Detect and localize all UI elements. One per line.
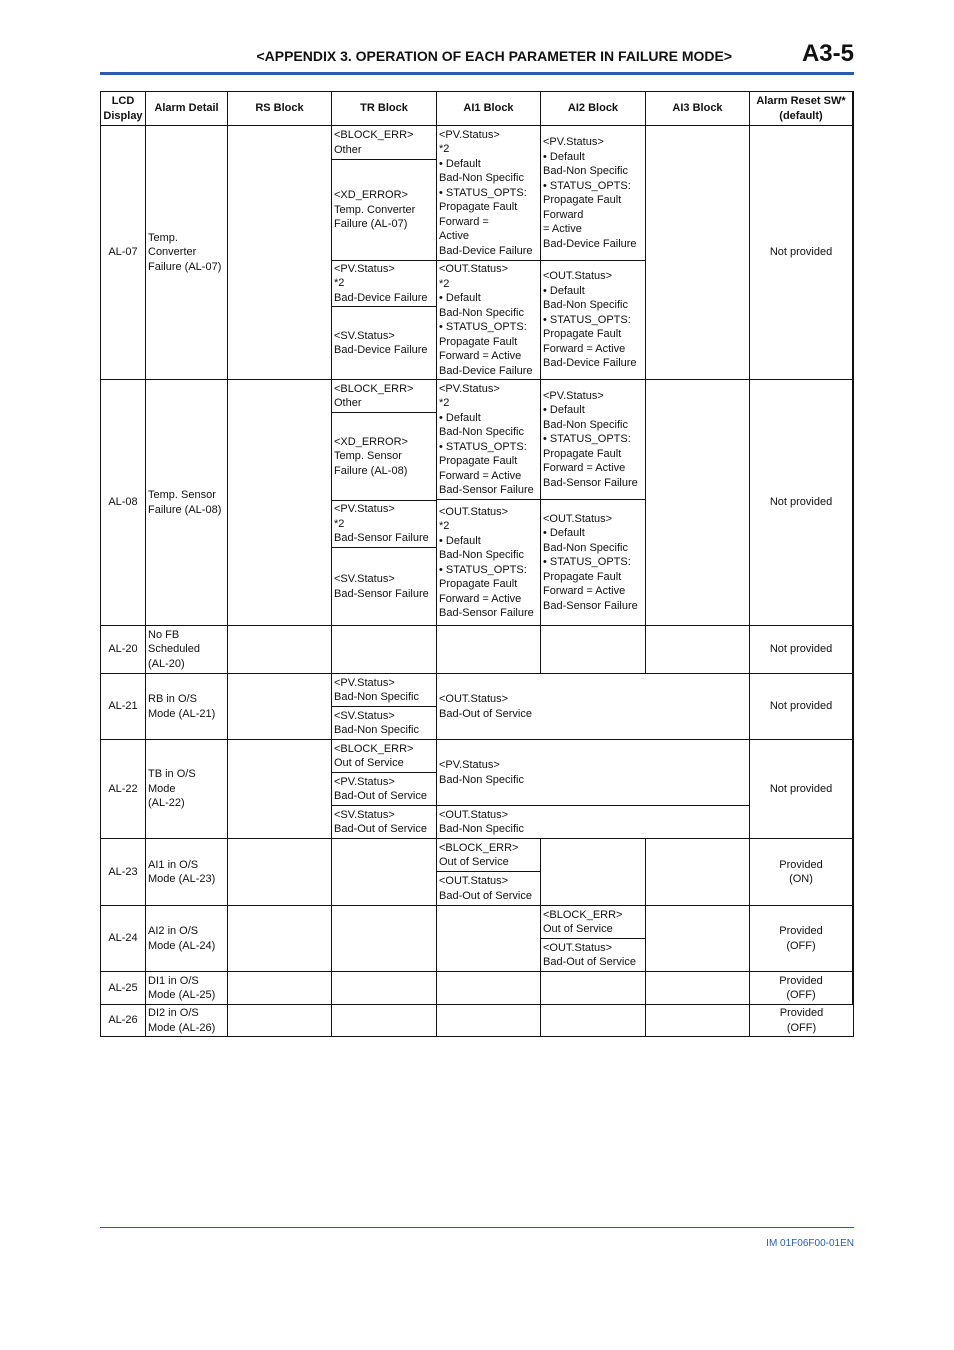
al20-alarm-reset: Not provided — [750, 626, 853, 674]
al22-ai-out-status: <OUT.Status> Bad-Non Specific — [437, 806, 750, 839]
al20-tr-cell — [332, 626, 437, 674]
al25-detail: DI1 in O/S Mode (AL-25) — [146, 972, 228, 1005]
al25-ai2-cell — [541, 972, 646, 1005]
al07-ai2-pv-status: <PV.Status> • Default Bad-Non Specific • STATUS_OPTS: Propagate Fault Forward = Active Bad-Device Failure — [541, 126, 646, 261]
al20-rs-cell — [228, 626, 332, 674]
al20-ai3-cell — [646, 626, 750, 674]
page-number: A3-5 — [801, 40, 854, 67]
al25-ai1-cell — [437, 972, 541, 1005]
al21-alarm-reset: Not provided — [750, 674, 853, 740]
al07-code: AL-07 — [101, 126, 146, 380]
al24-alarm-reset: Provided (OFF) — [750, 906, 853, 972]
al07-tr-block-err: <BLOCK_ERR> Other — [332, 126, 437, 160]
al08-tr-sv-status: <SV.Status> Bad-Sensor Failure — [332, 548, 437, 626]
al07-tr-xd-error: <XD_ERROR> Temp. Converter Failure (AL-07) — [332, 160, 437, 261]
al20-ai2-cell — [541, 626, 646, 674]
al07-detail: Temp. Converter Failure (AL-07) — [146, 126, 228, 380]
al22-rs-cell — [228, 740, 332, 839]
al08-ai2-out-status: <OUT.Status> • Default Bad-Non Specific • STATUS_OPTS: Propagate Fault Forward = Active Bad-Sensor Failure — [541, 500, 646, 626]
header-lcd-display: LCD Display — [101, 92, 146, 126]
al08-ai1-out-status: <OUT.Status> *2 • Default Bad-Non Specific • STATUS_OPTS: Propagate Fault Forward = Active Bad-Sensor Failure — [437, 500, 541, 626]
header-rs-block: RS Block — [228, 92, 332, 126]
al21-ai-out-status: <OUT.Status> Bad-Out of Service — [437, 674, 750, 740]
al08-ai1-pv-status: <PV.Status> *2 • Default Bad-Non Specific • STATUS_OPTS: Propagate Fault Forward = Active Bad-Sensor Failure — [437, 380, 541, 500]
al26-code: AL-26 — [101, 1005, 146, 1036]
al22-tr-sv-status: <SV.Status> Bad-Out of Service — [332, 806, 437, 839]
al24-code: AL-24 — [101, 906, 146, 972]
al21-detail: RB in O/S Mode (AL-21) — [146, 674, 228, 740]
al22-alarm-reset: Not provided — [750, 740, 853, 839]
footer-rule — [100, 1227, 854, 1228]
al07-tr-pv-status: <PV.Status> *2 Bad-Device Failure — [332, 261, 437, 307]
al23-ai2-cell — [541, 839, 646, 906]
document-id: IM 01F06F00-01EN — [766, 1238, 854, 1249]
al23-tr-cell — [332, 839, 437, 906]
al22-code: AL-22 — [101, 740, 146, 839]
al25-code: AL-25 — [101, 972, 146, 1005]
al21-tr-sv-status: <SV.Status> Bad-Non Specific — [332, 707, 437, 740]
al08-detail: Temp. Sensor Failure (AL-08) — [146, 380, 228, 626]
al24-ai2-block-err: <BLOCK_ERR> Out of Service — [541, 906, 646, 939]
header-ai1-block: AI1 Block — [437, 92, 541, 126]
header-rule — [100, 72, 854, 75]
al25-tr-cell — [332, 972, 437, 1005]
al08-tr-block-err: <BLOCK_ERR> Other — [332, 380, 437, 413]
al08-tr-pv-status: <PV.Status> *2 Bad-Sensor Failure — [332, 501, 437, 548]
al24-ai1-cell — [437, 906, 541, 972]
al24-ai3-cell — [646, 906, 750, 972]
al21-tr-pv-status: <PV.Status> Bad-Non Specific — [332, 674, 437, 707]
al24-ai2-out-status: <OUT.Status> Bad-Out of Service — [541, 939, 646, 972]
al20-ai1-cell — [437, 626, 541, 674]
al23-code: AL-23 — [101, 839, 146, 906]
al23-ai1-block-err: <BLOCK_ERR> Out of Service — [437, 839, 541, 872]
al07-tr-sv-status: <SV.Status> Bad-Device Failure — [332, 307, 437, 380]
al22-detail: TB in O/S Mode (AL-22) — [146, 740, 228, 839]
header-alarm-detail: Alarm Detail — [146, 92, 228, 126]
al23-ai3-cell — [646, 839, 750, 906]
al25-ai3-cell — [646, 972, 750, 1005]
al08-alarm-reset: Not provided — [750, 380, 853, 626]
al26-tr-cell — [332, 1005, 437, 1036]
header-alarm-reset: Alarm Reset SW* (default) — [750, 92, 853, 126]
al26-ai2-cell — [541, 1005, 646, 1036]
al07-ai1-out-status: <OUT.Status> *2 • Default Bad-Non Specific • STATUS_OPTS: Propagate Fault Forward = Active Bad-Device Failure — [437, 261, 541, 380]
al20-code: AL-20 — [101, 626, 146, 674]
al07-ai3-cell — [646, 126, 750, 380]
al08-rs-cell — [228, 380, 332, 626]
al07-ai2-out-status: <OUT.Status> • Default Bad-Non Specific • STATUS_OPTS: Propagate Fault Forward = Active Bad-Device Failure — [541, 261, 646, 380]
al07-alarm-reset: Not provided — [750, 126, 853, 380]
header-ai2-block: AI2 Block — [541, 92, 646, 126]
al25-alarm-reset: Provided (OFF) — [750, 972, 853, 1005]
al23-detail: AI1 in O/S Mode (AL-23) — [146, 839, 228, 906]
al08-ai3-cell — [646, 380, 750, 626]
failure-mode-table — [100, 91, 854, 1037]
al26-alarm-reset: Provided (OFF) — [779, 1007, 824, 1034]
al22-tr-block-err: <BLOCK_ERR> Out of Service — [332, 740, 437, 773]
al26-ai3-cell — [646, 1005, 750, 1036]
al23-alarm-reset: Provided (ON) — [750, 839, 853, 906]
al08-tr-xd-error: <XD_ERROR> Temp. Sensor Failure (AL-08) — [332, 413, 437, 501]
al24-detail: AI2 in O/S Mode (AL-24) — [146, 906, 228, 972]
al22-ai-pv-status: <PV.Status> Bad-Non Specific — [437, 740, 750, 806]
al23-rs-cell — [228, 839, 332, 906]
al21-rs-cell — [228, 674, 332, 740]
al24-rs-cell — [228, 906, 332, 972]
header-tr-block: TR Block — [332, 92, 437, 126]
al22-tr-pv-status: <PV.Status> Bad-Out of Service — [332, 773, 437, 806]
al07-ai1-pv-status: <PV.Status> *2 • Default Bad-Non Specific • STATUS_OPTS: Propagate Fault Forward = Active Bad-Device Failure — [437, 126, 541, 261]
al25-rs-cell — [228, 972, 332, 1005]
al07-rs-cell — [228, 126, 332, 380]
page-header-title: <APPENDIX 3. OPERATION OF EACH PARAMETER IN FAILURE MODE> — [256, 48, 732, 64]
header-ai3-block: AI3 Block — [646, 92, 750, 126]
al21-code: AL-21 — [101, 674, 146, 740]
al08-code: AL-08 — [101, 380, 146, 626]
al23-ai1-out-status: <OUT.Status> Bad-Out of Service — [437, 872, 541, 906]
al26-detail: DI2 in O/S Mode (AL-26) — [146, 1005, 228, 1036]
al24-tr-cell — [332, 906, 437, 972]
al08-ai2-pv-status: <PV.Status> • Default Bad-Non Specific • STATUS_OPTS: Propagate Fault Forward = Active Bad-Sensor Failure — [541, 380, 646, 500]
al26-ai1-cell — [437, 1005, 541, 1036]
al20-detail: No FB Scheduled (AL-20) — [146, 626, 228, 674]
al26-rs-cell — [228, 1005, 332, 1036]
